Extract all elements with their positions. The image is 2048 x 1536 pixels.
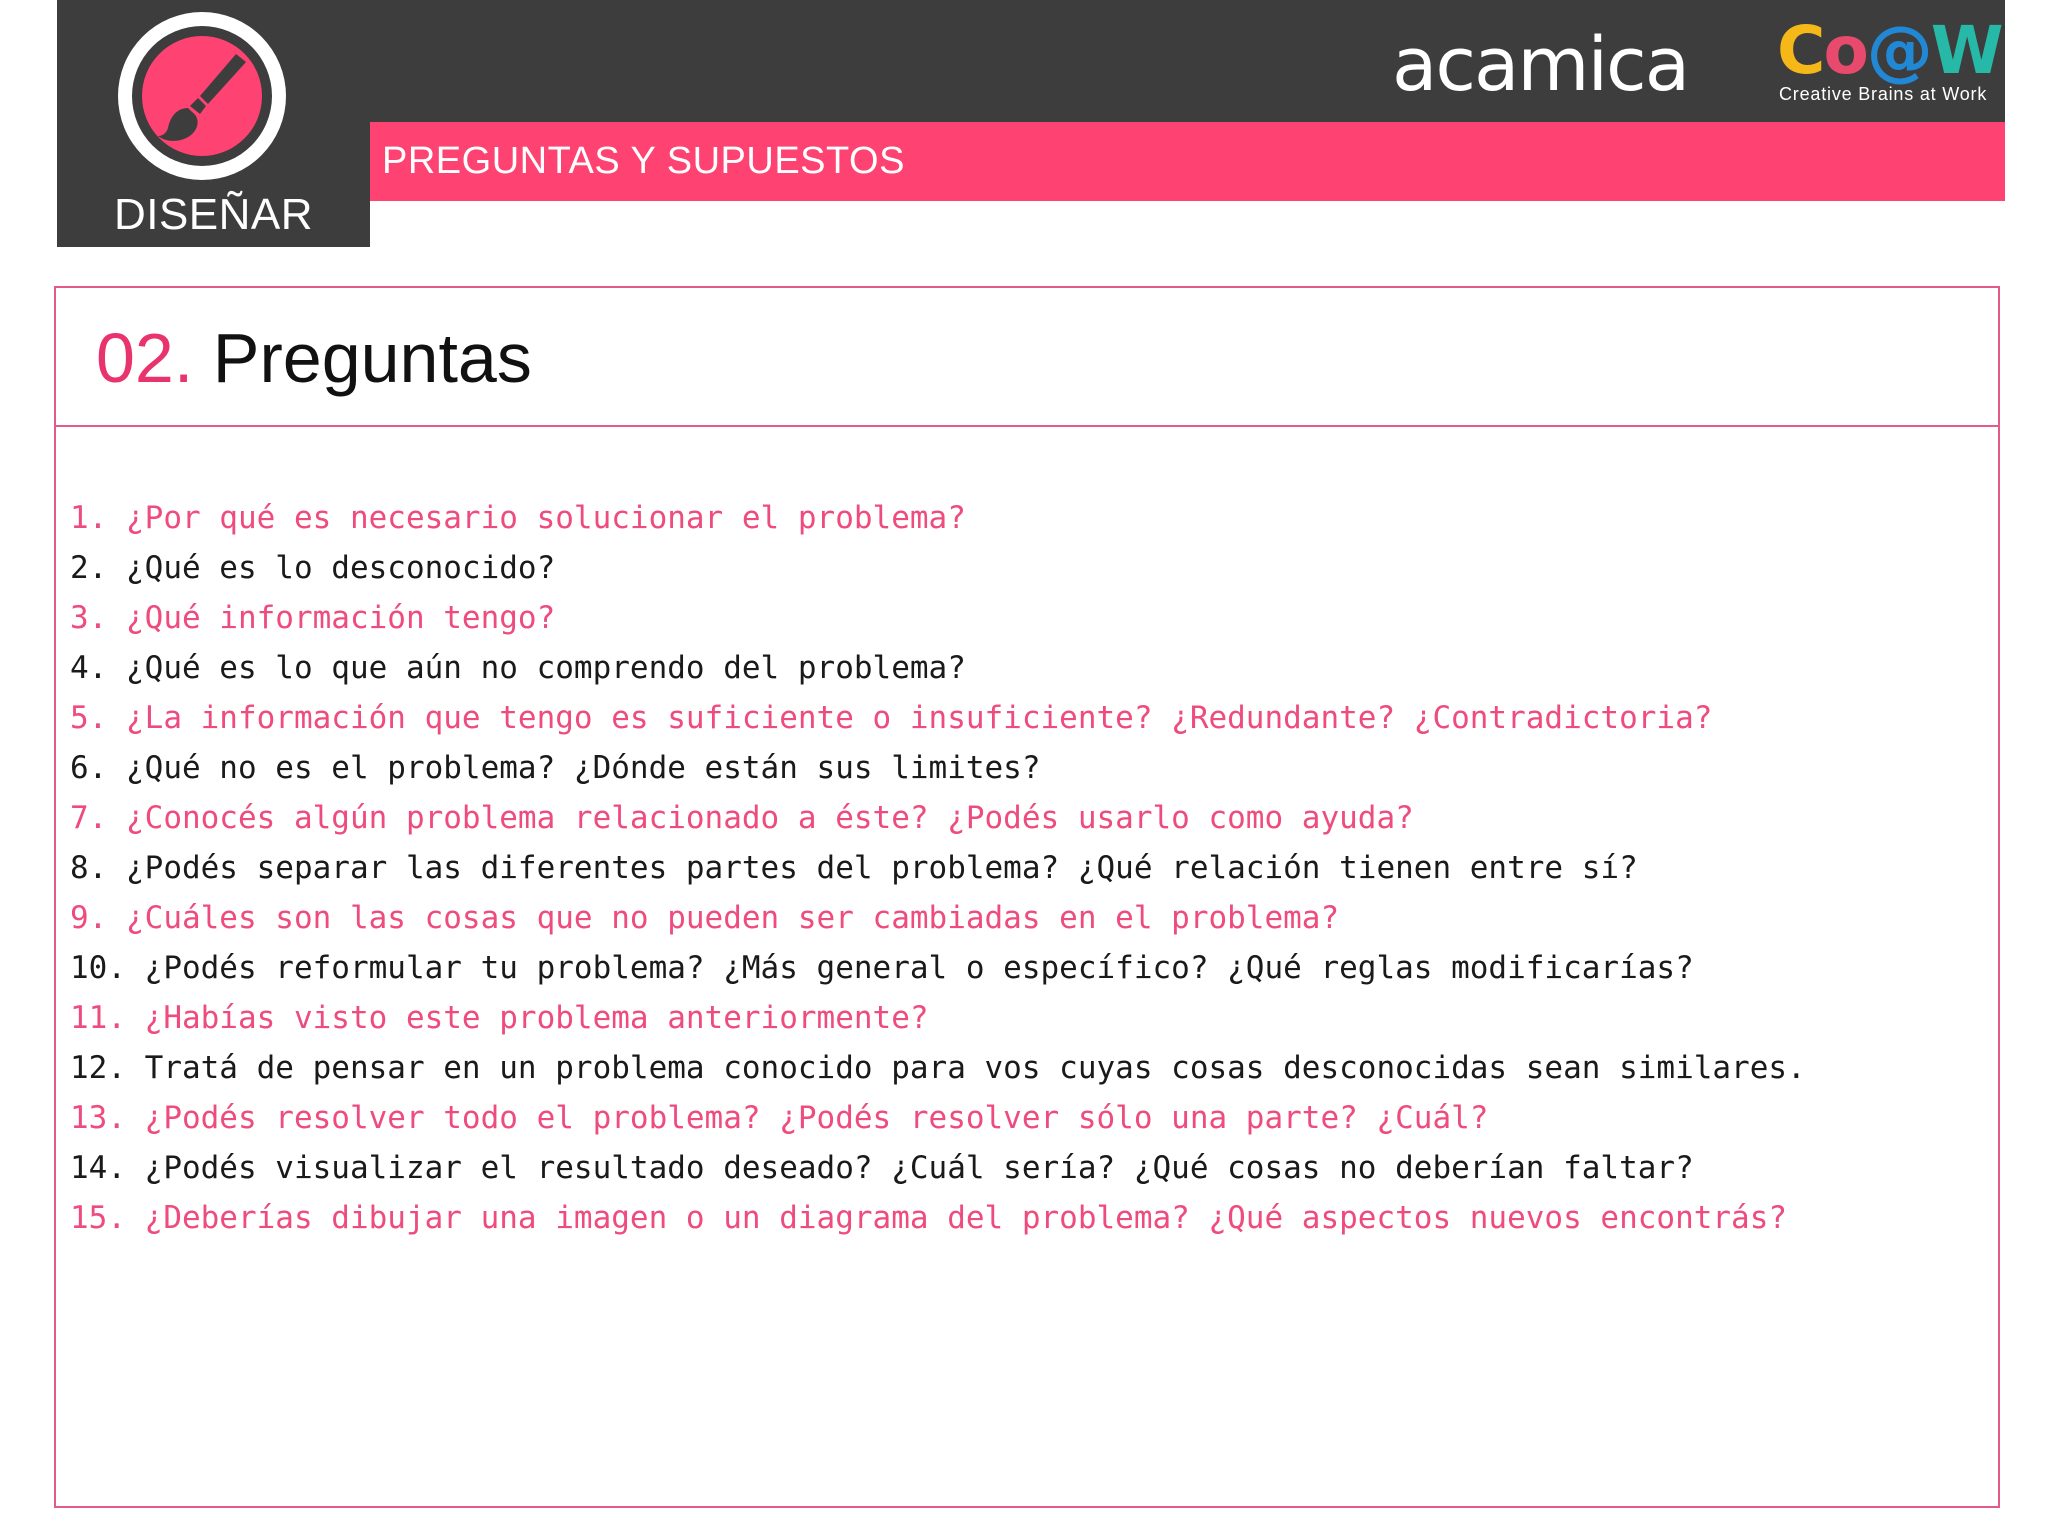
question-item: 1. ¿Por qué es necesario solucionar el problema?	[70, 500, 966, 536]
question-item: 7. ¿Conocés algún problema relacionado a éste? ¿Podés usarlo como ayuda?	[70, 800, 1414, 836]
topic-band	[370, 122, 2005, 201]
slide-title	[96, 318, 532, 398]
coaw-logo	[1775, 12, 2035, 108]
question-item: 2. ¿Qué es lo desconocido?	[70, 550, 556, 586]
question-item: 11. ¿Habías visto este problema anteriormente?	[70, 1000, 929, 1036]
question-item: 5. ¿La información que tengo es suficiente o insuficiente? ¿Redundante? ¿Contradictoria?	[70, 700, 1713, 736]
question-item: 8. ¿Podés separar las diferentes partes del problema? ¿Qué relación tienen entre sí?	[70, 850, 1638, 886]
section-badge	[118, 12, 286, 180]
topic-band-title: PREGUNTAS Y SUPUESTOS	[382, 140, 905, 182]
coaw-letter-c: C	[1777, 12, 1824, 89]
coaw-letter-w: W	[1930, 12, 2002, 89]
badge-core	[142, 36, 262, 156]
question-item: 3. ¿Qué información tengo?	[70, 600, 556, 636]
question-item: 10. ¿Podés reformular tu problema? ¿Más general o específico? ¿Qué reglas modificarías?	[70, 950, 1694, 986]
question-item: 14. ¿Podés visualizar el resultado deseado? ¿Cuál sería? ¿Qué cosas no deberían faltar?	[70, 1150, 1694, 1186]
slide-title-text: Preguntas	[212, 319, 532, 397]
coaw-tagline: Creative Brains at Work	[1779, 84, 1988, 104]
acamica-logo: acamica	[1392, 22, 1689, 108]
question-item: 4. ¿Qué es lo que aún no comprendo del problema?	[70, 650, 966, 686]
coaw-letter-at: @	[1866, 12, 1931, 89]
header-bar	[57, 0, 2005, 122]
title-divider	[56, 425, 1998, 427]
question-item: 6. ¿Qué no es el problema? ¿Dónde están sus limites?	[70, 750, 1041, 786]
content-frame	[54, 286, 2000, 1508]
question-item: 13. ¿Podés resolver todo el problema? ¿Podés resolver sólo una parte? ¿Cuál?	[70, 1100, 1489, 1136]
question-item: 12. Tratá de pensar en un problema conocido para vos cuyas cosas desconocidas sean similares.	[70, 1050, 1806, 1086]
question-list	[70, 493, 1970, 1243]
coaw-letter-o-brain-icon: o	[1823, 12, 1867, 89]
question-item: 15. ¿Deberías dibujar una imagen o un diagrama del problema? ¿Qué aspectos nuevos encontrás?	[70, 1200, 1788, 1236]
section-label: DISEÑAR	[113, 190, 314, 239]
slide-number: 02.	[96, 319, 194, 397]
coaw-wordmark	[1777, 12, 2002, 89]
badge-ring	[132, 26, 272, 166]
question-item: 9. ¿Cuáles son las cosas que no pueden ser cambiadas en el problema?	[70, 900, 1340, 936]
paintbrush-icon	[142, 36, 262, 156]
